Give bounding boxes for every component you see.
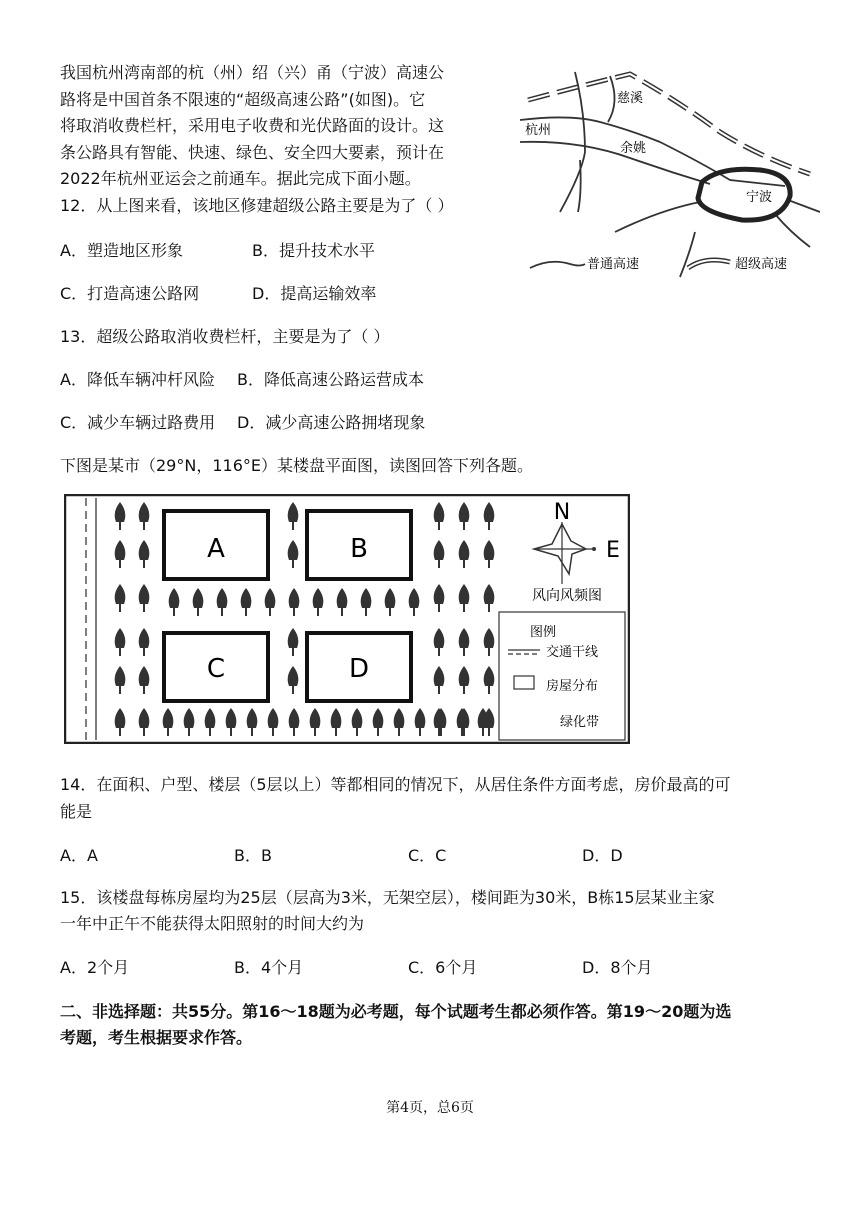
q14-option-d[interactable]: D．D bbox=[582, 846, 623, 865]
q15-option-a[interactable]: A．2个月 bbox=[60, 958, 130, 977]
q15-option-d[interactable]: D．8个月 bbox=[582, 958, 653, 977]
q12-option-c[interactable]: C．打造高速公路网 bbox=[60, 284, 200, 303]
q14-stem-line2: 能是 bbox=[60, 802, 93, 821]
wind-rose-title: 风向风频图 bbox=[532, 588, 602, 604]
map-label-ningbo: 宁波 bbox=[746, 190, 773, 205]
estate-plan bbox=[64, 494, 630, 744]
q13-stem: 13．超级公路取消收费栏杆，主要是为了（ ） bbox=[60, 327, 390, 346]
q14-option-b[interactable]: B．B bbox=[234, 846, 272, 865]
legend-house: 房屋分布 bbox=[546, 679, 599, 694]
q14-option-a[interactable]: A．A bbox=[60, 846, 98, 865]
q12-option-b[interactable]: B．提升技术水平 bbox=[252, 241, 375, 260]
intro-line: 我国杭州湾南部的杭（州）绍（兴）甬（宁波）高速公 bbox=[60, 63, 445, 82]
building-d-label: D bbox=[348, 654, 370, 684]
q15-stem-line2: 一年中正午不能获得太阳照射的时间大约为 bbox=[60, 914, 365, 933]
legend-title: 图例 bbox=[530, 625, 557, 640]
page-footer: 第4页，总6页 bbox=[386, 1100, 474, 1116]
highway-map bbox=[520, 62, 820, 280]
building-b-label: B bbox=[350, 534, 368, 564]
section2-line1: 二、非选择题：共55分。第16～18题为必考题，每个试题考生都必须作答。第19～20题为选 bbox=[60, 1002, 732, 1021]
building-c-label: C bbox=[206, 654, 226, 684]
q15-option-b[interactable]: B．4个月 bbox=[234, 958, 304, 977]
legend-ordinary-symbol bbox=[530, 262, 585, 268]
q12-stem: 12．从上图来看，该地区修建超级公路主要是为了（ ） bbox=[60, 196, 454, 215]
map-label-hangzhou: 杭州 bbox=[525, 123, 552, 138]
intro-paragraph bbox=[60, 60, 498, 193]
q12-option-a[interactable]: A．塑造地区形象 bbox=[60, 241, 183, 260]
building-a-label: A bbox=[207, 534, 225, 564]
intro-line: 2022年杭州亚运会之前通车。据此完成下面小题。 bbox=[60, 169, 421, 188]
q12-option-d[interactable]: D．提高运输效率 bbox=[252, 284, 377, 303]
map-label-cixi: 慈溪 bbox=[617, 91, 644, 106]
q13-option-c[interactable]: C．减少车辆过路费用 bbox=[60, 413, 216, 432]
intro-line: 路将是中国首条不限速的“超级高速公路”(如图)。它 bbox=[60, 89, 426, 109]
ningbo-ring-road bbox=[698, 169, 790, 220]
q13-option-d[interactable]: D．减少高速公路拥堵现象 bbox=[237, 413, 426, 432]
intro2: 下图是某市（29°N，116°E）某楼盘平面图，读图回答下列各题。 bbox=[60, 456, 533, 475]
q15-option-c[interactable]: C．6个月 bbox=[408, 958, 478, 977]
q13-option-b[interactable]: B．降低高速公路运营成本 bbox=[237, 370, 424, 389]
section2-line2: 考题，考生根据要求作答。 bbox=[60, 1028, 253, 1047]
east-label: E bbox=[606, 538, 620, 563]
q13-option-a[interactable]: A．降低车辆冲杆风险 bbox=[60, 370, 215, 389]
map-label-yuyao: 余姚 bbox=[620, 141, 647, 156]
legend-super: 超级高速 bbox=[735, 257, 788, 272]
q14-option-c[interactable]: C．C bbox=[408, 846, 447, 865]
q15-stem-line1: 15．该楼盘每栋房屋均为25层（层高为3米，无架空层），楼间距为30米，B栋15层某业主家 bbox=[60, 888, 715, 907]
intro-line: 条公路具有智能、快速、绿色、安全四大要素，预计在 bbox=[60, 142, 445, 162]
legend-green: 绿化带 bbox=[560, 715, 600, 730]
north-label: N bbox=[553, 500, 571, 525]
q14-stem-line1: 14．在面积、户型、楼层（5层以上）等都相同的情况下，从居住条件方面考虑，房价最高的可 bbox=[60, 775, 731, 794]
legend-ordinary: 普通高速 bbox=[587, 257, 640, 272]
legend-road: 交通干线 bbox=[546, 645, 599, 660]
intro-line: 将取消收费栏杆，采用电子收费和光伏路面的设计。这 bbox=[60, 116, 445, 135]
